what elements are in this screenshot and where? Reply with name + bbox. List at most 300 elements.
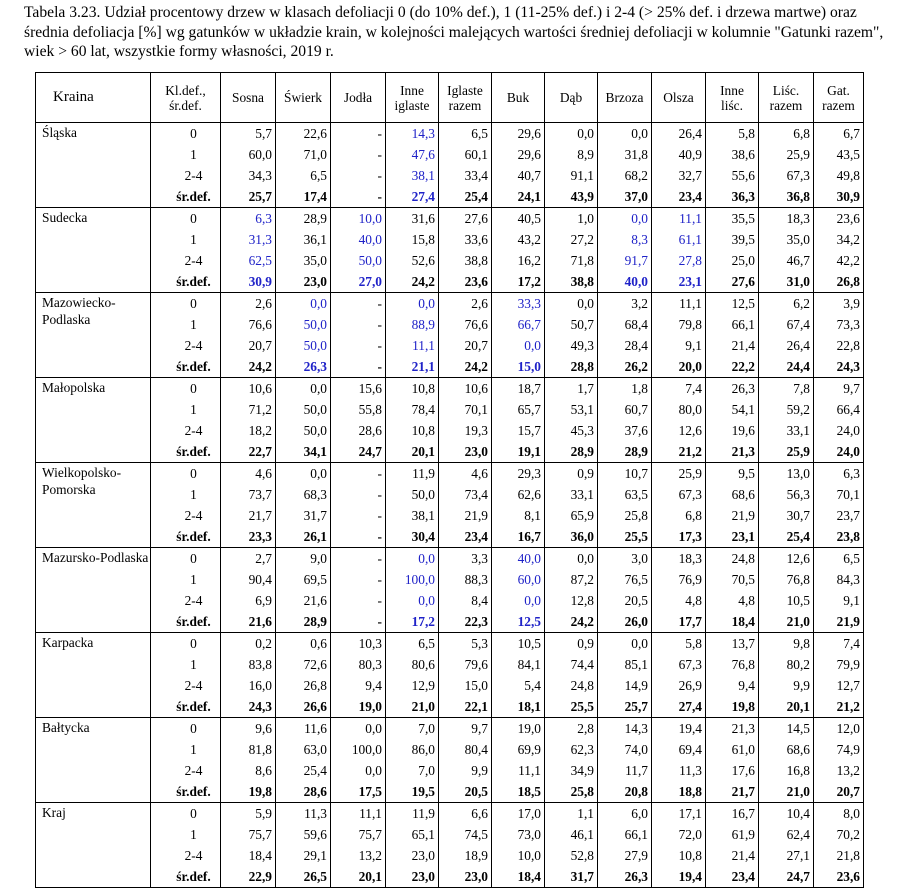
value: 18,5 — [517, 784, 541, 799]
value: 74,0 — [624, 742, 648, 757]
value: 0,0 — [310, 296, 327, 311]
region-name: Sudecka — [42, 210, 88, 225]
value: 68,2 — [624, 168, 648, 183]
value: 60,0 — [517, 572, 541, 587]
class-label: 1 — [190, 232, 197, 247]
value-cell — [598, 293, 652, 378]
value: 36,3 — [731, 189, 755, 204]
value: 9,7 — [843, 381, 860, 396]
value: 8,9 — [577, 147, 594, 162]
value-cell — [759, 378, 814, 463]
value-cell — [652, 633, 706, 718]
value: 18,3 — [786, 211, 810, 226]
value: 34,2 — [836, 232, 860, 247]
header-olsza: Olsza — [652, 73, 706, 123]
class-label: 1 — [190, 572, 197, 587]
value: 38,8 — [464, 253, 488, 268]
class-label: śr.def. — [176, 699, 211, 714]
region-cell — [36, 463, 151, 548]
value-cell — [386, 378, 439, 463]
value: 5,8 — [738, 126, 755, 141]
table-row — [36, 803, 864, 888]
value: - — [377, 359, 382, 374]
value: 49,8 — [836, 168, 860, 183]
value: 25,5 — [624, 529, 648, 544]
class-cell — [151, 718, 221, 803]
table-caption: Tabela 3.23. Udział procentowy drzew w klasach defoliacji 0 (do 10% def.), 1 (11-25% def.) i 2-4 (> 25% def. i drzewa martwe) oraz średnia defoliacja [%] wg gatunków w układzie krain, w kolejności malejących wartości średniej defoliacji w kolumnie "Gatunki razem", wiek > 60 lat, wszystkie formy własności, 2019 r. — [24, 4, 884, 60]
value: 21,6 — [303, 593, 327, 608]
value: 52,8 — [570, 848, 594, 863]
region-cell — [36, 378, 151, 463]
value: 63,0 — [303, 742, 327, 757]
value: 26,2 — [624, 359, 648, 374]
value: 26,6 — [303, 699, 327, 714]
class-label: śr.def. — [176, 784, 211, 799]
value: - — [377, 593, 382, 608]
value: 21,4 — [731, 848, 755, 863]
value-cell — [545, 803, 598, 888]
value-cell — [545, 633, 598, 718]
value: 26,0 — [624, 614, 648, 629]
value: 21,2 — [836, 699, 860, 714]
value: 25,4 — [303, 763, 327, 778]
table-row — [36, 463, 864, 548]
value: 91,7 — [624, 253, 648, 268]
value-cell — [276, 803, 331, 888]
value: 71,2 — [248, 402, 272, 417]
value: 10,7 — [624, 466, 648, 481]
value: 19,0 — [358, 699, 382, 714]
value: 27,9 — [624, 848, 648, 863]
value: 3,2 — [631, 296, 648, 311]
value: 12,9 — [411, 678, 435, 693]
value: 4,8 — [738, 593, 755, 608]
value: 20,5 — [624, 593, 648, 608]
value-cell — [598, 548, 652, 633]
value: 20,1 — [358, 869, 382, 884]
defoliation-table — [35, 72, 864, 888]
value: - — [377, 317, 382, 332]
value: 80,3 — [358, 657, 382, 672]
value-cell — [759, 123, 814, 208]
class-cell — [151, 548, 221, 633]
value: 7,0 — [418, 721, 435, 736]
table-row — [36, 633, 864, 718]
value: 88,3 — [464, 572, 488, 587]
value: 18,1 — [517, 699, 541, 714]
value: 50,0 — [303, 402, 327, 417]
value: 35,5 — [731, 211, 755, 226]
value-cell — [652, 378, 706, 463]
value: 43,9 — [570, 189, 594, 204]
class-label: 1 — [190, 147, 197, 162]
class-cell — [151, 208, 221, 293]
class-label: 1 — [190, 402, 197, 417]
value-cell — [814, 633, 864, 718]
value: 33,1 — [570, 487, 594, 502]
value-cell — [759, 548, 814, 633]
value: 19,3 — [464, 423, 488, 438]
header-iglaste-razem: Iglaste razem — [439, 73, 492, 123]
value: 25,7 — [624, 699, 648, 714]
value: 7,0 — [418, 763, 435, 778]
value: 27,6 — [731, 274, 755, 289]
value: 16,0 — [248, 678, 272, 693]
value: 11,3 — [304, 806, 327, 821]
value: 6,5 — [843, 551, 860, 566]
value: 26,3 — [624, 869, 648, 884]
value-cell — [814, 208, 864, 293]
value-cell — [221, 208, 276, 293]
value: 2,8 — [577, 721, 594, 736]
value: 36,0 — [570, 529, 594, 544]
value: 22,3 — [464, 614, 488, 629]
value-cell — [759, 463, 814, 548]
value-cell — [221, 378, 276, 463]
value: 53,1 — [570, 402, 594, 417]
value: 24,7 — [786, 869, 810, 884]
value: 20,7 — [464, 338, 488, 353]
class-label: śr.def. — [176, 869, 211, 884]
value-cell — [439, 123, 492, 208]
value: 54,1 — [731, 402, 755, 417]
class-label: śr.def. — [176, 359, 211, 374]
value-cell — [276, 378, 331, 463]
region-cell — [36, 633, 151, 718]
value: 39,5 — [731, 232, 755, 247]
class-label: 2-4 — [184, 763, 203, 778]
value: 76,6 — [464, 317, 488, 332]
value: 6,2 — [793, 296, 810, 311]
value: 23,6 — [836, 869, 860, 884]
value: 24,4 — [786, 359, 810, 374]
value: 19,6 — [731, 423, 755, 438]
value: 28,8 — [570, 359, 594, 374]
value-cell — [598, 208, 652, 293]
value: 14,3 — [624, 721, 648, 736]
value: 100,0 — [351, 742, 382, 757]
value: 21,4 — [731, 338, 755, 353]
class-cell — [151, 293, 221, 378]
value: 20,5 — [464, 784, 488, 799]
value: 12,6 — [678, 423, 702, 438]
value: 66,1 — [624, 827, 648, 842]
value: 14,9 — [624, 678, 648, 693]
value: 21,3 — [731, 444, 755, 459]
table-row — [36, 123, 864, 208]
value-cell — [814, 718, 864, 803]
region-name: Kraj — [42, 805, 66, 820]
value-cell — [492, 803, 545, 888]
value: 9,0 — [310, 551, 327, 566]
value: 27,2 — [570, 232, 594, 247]
value: 33,6 — [464, 232, 488, 247]
value-cell — [276, 208, 331, 293]
header-inne-lisc: Inne liśc. — [706, 73, 759, 123]
value: 90,4 — [248, 572, 272, 587]
value: 80,6 — [411, 657, 435, 672]
header-sosna: Sosna — [221, 73, 276, 123]
value-cell — [652, 803, 706, 888]
value: 10,6 — [464, 381, 488, 396]
value: 0,9 — [577, 636, 594, 651]
value: 76,6 — [248, 317, 272, 332]
value: 34,1 — [303, 444, 327, 459]
class-label: 2-4 — [184, 338, 203, 353]
value: 6,6 — [471, 806, 488, 821]
value: 19,8 — [248, 784, 272, 799]
value-cell — [814, 293, 864, 378]
value-cell — [652, 463, 706, 548]
value: 10,4 — [786, 806, 810, 821]
value: - — [377, 508, 382, 523]
header-row — [36, 73, 864, 123]
value: 6,7 — [843, 126, 860, 141]
value: 25,0 — [731, 253, 755, 268]
value: 0,0 — [310, 466, 327, 481]
region-cell — [36, 718, 151, 803]
value-cell — [439, 463, 492, 548]
value: 79,6 — [464, 657, 488, 672]
value: 29,3 — [517, 466, 541, 481]
value: 28,9 — [570, 444, 594, 459]
value: - — [377, 126, 382, 141]
value: 38,8 — [570, 274, 594, 289]
value: 11,1 — [679, 296, 702, 311]
value-cell — [706, 293, 759, 378]
value: 0,0 — [577, 126, 594, 141]
value: 24,7 — [358, 444, 382, 459]
value: 15,0 — [517, 359, 541, 374]
value: 20,1 — [411, 444, 435, 459]
class-label: śr.def. — [176, 614, 211, 629]
value: 73,7 — [248, 487, 272, 502]
value: - — [377, 551, 382, 566]
value: 69,4 — [678, 742, 702, 757]
value: 20,7 — [248, 338, 272, 353]
value: 10,8 — [678, 848, 702, 863]
class-cell — [151, 463, 221, 548]
value-cell — [439, 803, 492, 888]
value: - — [377, 147, 382, 162]
class-label: 2-4 — [184, 253, 203, 268]
value: 21,9 — [464, 508, 488, 523]
value: 2,7 — [255, 551, 272, 566]
value: 27,0 — [358, 274, 382, 289]
value-cell — [545, 548, 598, 633]
value: 52,6 — [411, 253, 435, 268]
value-cell — [598, 123, 652, 208]
value: 15,8 — [411, 232, 435, 247]
value-cell — [545, 378, 598, 463]
value-cell — [331, 803, 386, 888]
class-label: 0 — [190, 211, 197, 226]
value: 6,8 — [793, 126, 810, 141]
value: 29,1 — [303, 848, 327, 863]
value-cell — [492, 633, 545, 718]
value: - — [377, 338, 382, 353]
value: 26,9 — [678, 678, 702, 693]
value-cell — [814, 463, 864, 548]
value: 21,0 — [786, 784, 810, 799]
value: 76,9 — [678, 572, 702, 587]
value: 8,6 — [255, 763, 272, 778]
value: - — [377, 572, 382, 587]
value: 24,3 — [248, 699, 272, 714]
value-cell — [652, 718, 706, 803]
class-label: 1 — [190, 487, 197, 502]
value: 25,8 — [624, 508, 648, 523]
value: 23,0 — [464, 869, 488, 884]
value: 37,0 — [624, 189, 648, 204]
value: 20,0 — [678, 359, 702, 374]
value-cell — [545, 463, 598, 548]
class-label: 0 — [190, 381, 197, 396]
value: 66,4 — [836, 402, 860, 417]
value: 15,6 — [358, 381, 382, 396]
value: 68,3 — [303, 487, 327, 502]
value: 31,7 — [570, 869, 594, 884]
region-name: Bałtycka — [42, 720, 90, 735]
value: 28,6 — [303, 784, 327, 799]
value: 1,0 — [577, 211, 594, 226]
class-label: 2-4 — [184, 168, 203, 183]
value: 23,6 — [836, 211, 860, 226]
value: 40,9 — [678, 147, 702, 162]
value: 9,1 — [843, 593, 860, 608]
value: 33,4 — [464, 168, 488, 183]
header-jodla: Jodła — [331, 73, 386, 123]
value: 86,0 — [411, 742, 435, 757]
value: 8,0 — [843, 806, 860, 821]
value: 9,9 — [471, 763, 488, 778]
value: 25,9 — [786, 147, 810, 162]
value-cell — [814, 803, 864, 888]
value-cell — [331, 293, 386, 378]
value-cell — [492, 548, 545, 633]
value: 65,9 — [570, 508, 594, 523]
value-cell — [706, 633, 759, 718]
value: 27,4 — [411, 189, 435, 204]
value: 65,7 — [517, 402, 541, 417]
value: 62,4 — [786, 827, 810, 842]
table-row — [36, 718, 864, 803]
value: 30,9 — [248, 274, 272, 289]
value: 31,7 — [303, 508, 327, 523]
value-cell — [759, 208, 814, 293]
header-swierk: Świerk — [276, 73, 331, 123]
value: 22,6 — [303, 126, 327, 141]
value: 26,3 — [303, 359, 327, 374]
value: 34,3 — [248, 168, 272, 183]
value: 9,4 — [738, 678, 755, 693]
class-cell — [151, 803, 221, 888]
class-label: śr.def. — [176, 444, 211, 459]
value: 17,6 — [731, 763, 755, 778]
value-cell — [276, 718, 331, 803]
value-cell — [706, 803, 759, 888]
value: 100,0 — [404, 572, 435, 587]
value: 84,3 — [836, 572, 860, 587]
value: 8,1 — [524, 508, 541, 523]
value-cell — [331, 463, 386, 548]
value: 25,9 — [786, 444, 810, 459]
class-label: 0 — [190, 806, 197, 821]
value: 3,0 — [631, 551, 648, 566]
value: 31,6 — [411, 211, 435, 226]
value: 28,6 — [358, 423, 382, 438]
value: 32,7 — [678, 168, 702, 183]
value: 76,8 — [786, 572, 810, 587]
value: - — [377, 296, 382, 311]
value: 72,0 — [678, 827, 702, 842]
value: 34,9 — [570, 763, 594, 778]
value: 16,7 — [731, 806, 755, 821]
value: 24,8 — [731, 551, 755, 566]
value: 73,3 — [836, 317, 860, 332]
value: 55,8 — [358, 402, 382, 417]
value: 21,7 — [248, 508, 272, 523]
value: 21,2 — [678, 444, 702, 459]
header-lisc-razem: Liśc. razem — [759, 73, 814, 123]
value: 21,8 — [836, 848, 860, 863]
value: 69,9 — [517, 742, 541, 757]
value-cell — [492, 718, 545, 803]
class-label: 2-4 — [184, 678, 203, 693]
value: 71,8 — [570, 253, 594, 268]
value-cell — [439, 548, 492, 633]
value-cell — [331, 718, 386, 803]
value: 7,8 — [793, 381, 810, 396]
value-cell — [439, 293, 492, 378]
value-cell — [276, 633, 331, 718]
value: 13,2 — [358, 848, 382, 863]
value: 21,9 — [731, 508, 755, 523]
value: 0,9 — [577, 466, 594, 481]
value: 6,0 — [631, 806, 648, 821]
value: 12,7 — [836, 678, 860, 693]
value-cell — [759, 803, 814, 888]
value: 6,8 — [685, 508, 702, 523]
value: 50,0 — [411, 487, 435, 502]
class-label: 0 — [190, 466, 197, 481]
class-label: 1 — [190, 317, 197, 332]
value-cell — [386, 208, 439, 293]
value: 37,6 — [624, 423, 648, 438]
value: 23,8 — [836, 529, 860, 544]
class-label: 1 — [190, 827, 197, 842]
table-row — [36, 293, 864, 378]
value: 5,8 — [685, 636, 702, 651]
value-cell — [221, 548, 276, 633]
value: 91,1 — [570, 168, 594, 183]
value: 7,4 — [843, 636, 860, 651]
value-cell — [276, 123, 331, 208]
value-cell — [439, 718, 492, 803]
value: 21,9 — [836, 614, 860, 629]
value: 0,0 — [418, 551, 435, 566]
value: 11,6 — [304, 721, 327, 736]
class-label: 2-4 — [184, 423, 203, 438]
value: 0,0 — [524, 593, 541, 608]
table-row — [36, 548, 864, 633]
value: 10,6 — [248, 381, 272, 396]
value: 3,3 — [471, 551, 488, 566]
value-cell — [598, 803, 652, 888]
class-label: 1 — [190, 657, 197, 672]
value: 24,0 — [836, 444, 860, 459]
value-cell — [545, 718, 598, 803]
